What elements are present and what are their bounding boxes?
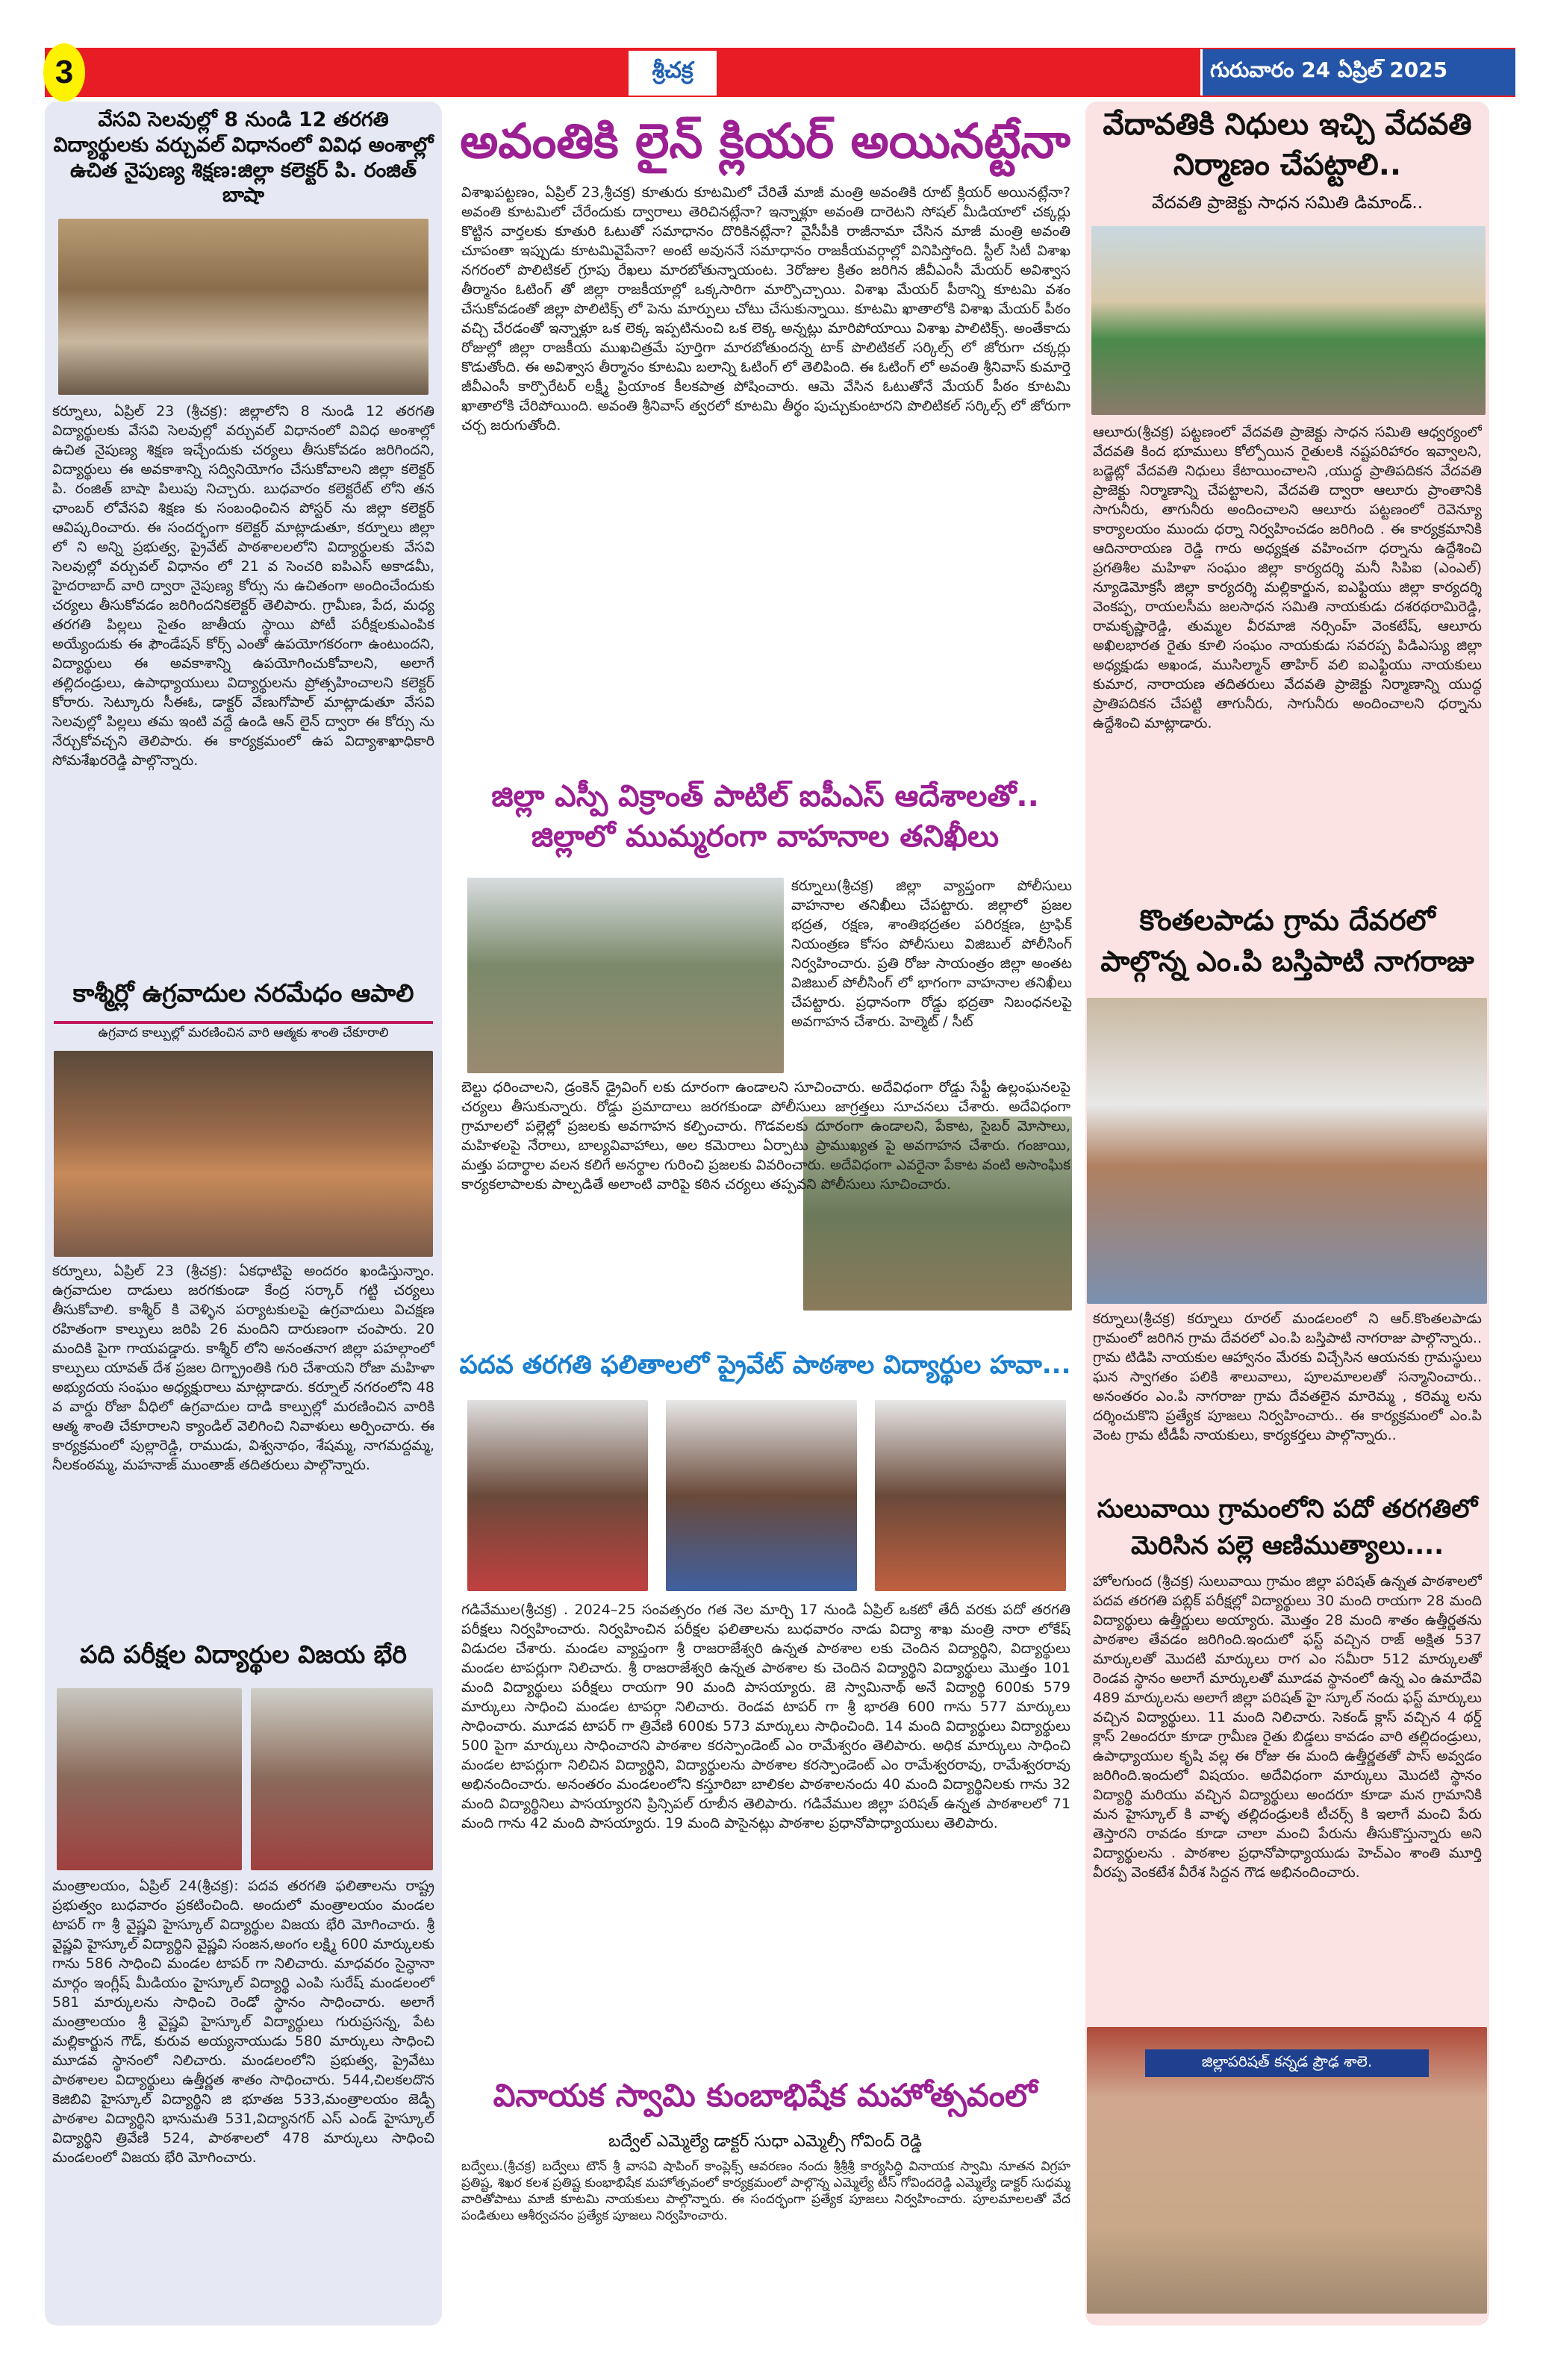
photo-student-1 bbox=[57, 1688, 242, 1870]
divider bbox=[54, 1021, 433, 1024]
subheadline-kashmir: ఉగ్రవాద కాల్పుల్లో మరణించిన వారి ఆత్మకు శాంతి చేకూరాలి bbox=[98, 1025, 389, 1040]
newspaper-logo: శ్రీచక్ర bbox=[629, 51, 717, 96]
headline-kontalapadu: కొంతలపాడు గ్రామ దేవరలో పాల్గొన్న ఎం.పి బస్తిపాటి నాగరాజు bbox=[1100, 904, 1474, 978]
photo-student-2 bbox=[251, 1688, 433, 1870]
article-body: కర్నూలు(శ్రీచక్ర) జిల్లా వ్యాప్తంగా పోలీసులు వాహనాల తనిఖీలు చేపట్టారు. జిల్లాలో ప్రజల భద్రత, రక్షణ, శాంతిభద్రతల పరిరక్షణ, ట్రాఫిక్ నియంత్రణ కోసం పోలీసులు విజిబుల్ పోలీసింగ్ నిర్వహించారు. ప్రతి రోజు సాయంత్రం జిల్లా అంతట విజిబుల్ పోలీసింగ్ లో భాగంగా వాహనాల తనిఖీలు చేపట్టారు. ప్రధానంగా రోడ్డు భద్రతా నిబంధనలపై అవగాహన చేశారు. హెల్మెట్ / సీట్ bbox=[791, 878, 1072, 1030]
subheadline-vedavathi: వేదవతి ప్రాజెక్టు సాధన సమితి డిమాండ్.. bbox=[1151, 193, 1423, 213]
headline-vehicle-checks: జిల్లా ఎస్పీ విక్రాంత్ పాటిల్ ఐపీఎస్ ఆదేశాలతో.. జిల్లాలో ముమ్మరంగా వాహనాల తనిఖీలు bbox=[491, 779, 1039, 854]
issue-date: గురువారం 24 ఏప్రిల్ 2025 bbox=[1200, 49, 1515, 96]
photo-school-students bbox=[1087, 2027, 1487, 2314]
photo-topper-2 bbox=[666, 1400, 857, 1591]
photo-candle-vigil bbox=[54, 1051, 433, 1257]
photo-dharna bbox=[1091, 226, 1486, 415]
headline-private-school: పదవ తరగతి ఫలితాలలో ప్రైవేట్ పాఠశాల విద్యార్థుల హవా... bbox=[459, 1350, 1071, 1380]
page-number-badge: 3 bbox=[43, 43, 85, 101]
article-body: కర్నూలు(శ్రీచక్ర) కర్నూలు రూరల్ మండలంలో ని ఆర్.కొంతలపాడు గ్రామంలో జరిగిన గ్రామ దేవరలో ఎం.పి బస్తిపాటి నాగరాజు పాల్గొన్నారు.. గ్రామ టిడిపి నాయకుల ఆహ్వానం మేరకు విచ్చేసిన ఆయనకు గ్రామస్థులు ఘన స్వాగతం పలికి శాలువాలు, పూలమాలలతో సన్మానించారు.. అనంతరం ఎం.పి నాగరాజు గ్రామ దేవతలైన మారెమ్మ , కరెమ్మ లను దర్శించుకొని ప్రత్యేక పూజలు నిర్వహించారు.. ఈ కార్యక్రమంలో ఎం.పి వెంట గ్రామ టీడీపీ నాయకులు, కార్యకర్తలు పాల్గొన్నారు.. bbox=[1093, 1311, 1482, 1443]
photo-collector-poster-launch bbox=[58, 219, 428, 395]
headline-virtual-training: వేసవి సెలవుల్లో 8 నుండి 12 తరగతి విద్యార్థులకు వర్చువల్ విధానంలో వివిధ అంశాల్లో ఉచిత నైపుణ్య శిక్షణ:జిల్లా కలెక్టర్ పి. రంజిత్ బాషా bbox=[53, 108, 434, 207]
headline-vedavathi: వేదావతికి నిధులు ఇచ్చి వేదవతి నిర్మాణం చేపట్టాలి.. bbox=[1103, 107, 1472, 182]
headline-suluvai: సులువాయి గ్రామంలోని పదో తరగతిలో మెరిసిన పల్లె ఆణిముత్యాలు.... bbox=[1097, 1494, 1478, 1561]
headline-tenth-results: పది పరీక్షల విద్యార్థుల విజయ భేరి bbox=[80, 1640, 407, 1669]
lead-headline: అవంతికి లైన్ క్లియర్ అయినట్టేనా bbox=[460, 114, 1070, 169]
article-body: మంత్రాలయం, ఏప్రిల్ 24(శ్రీచక్ర): పదవ తరగతి ఫలితాలను రాష్ట్ర ప్రభుత్వం బుధవారం ప్రకటించింది. అందులో మంత్రాలయం మండల టాపర్ గా శ్రీ వైష్ణవి హైస్కూల్ విద్యార్థుల విజయ భేరి మోగించారు. శ్రీ వైష్ణవి హైస్కూల్ విద్యార్థిని వైష్ణవి సంజన,అంగం లక్ష్మి 600 మార్కులకు గాను 586 సాధించి మండల టాపర్ గా నిలిచారు. మాధవరం సైన్ధానా మార్గం ఇంగ్లీష్ మీడియం హైస్కూల్ విద్యార్థి ఎంపి సురేష్ మండలంలో 581 మార్కులను సాధించి రెండో స్థానం సాధించారు. అలాగే మంత్రాలయం శ్రీ వైష్ణవి హైస్కూల్ విద్యార్థులు గురుప్రసన్న, పేట మల్లికార్జున గౌడ్, కురువ అయ్యనాయుడు 580 మార్కులు సాధించి మూడవ స్థానంలో నిలిచారు. మండలంలోని ప్రభుత్వ, ప్రైవేటు పాఠశాలల విద్యార్థులు ఉత్తీర్ణత శాతం సాధించారు. 544,చిలకలదొన కెజిబివి హైస్కూల్ విద్యార్థిని జి భూతజ 533,మంత్రాలయం జెడ్పీ పాఠశాల విద్యార్థిని భానుమతి 531,విద్యానగర్ ఎస్ ఎండ్ హైస్కూల్ విద్యార్థిని త్రివేణి 524, పాఠశాలలో 478 మార్కులు సాధించి మండలంలో విజయ భేరి మోగించారు. bbox=[52, 1878, 434, 2166]
byline: బద్వేల్ ఎమ్మెల్యే డాక్టర్ సుధా ఎమ్మెల్సీ గోవింద్ రెడ్డి bbox=[608, 2132, 923, 2151]
headline-vinayaka: వినాయక స్వామి కుంబాభిషేక మహోత్సవంలో bbox=[493, 2077, 1038, 2114]
school-signboard: జిల్లాపరిషత్ కన్నడ ప్రౌఢ శాలె. bbox=[1145, 2049, 1429, 2077]
article-body: హోలగుంద (శ్రీచక్ర) సులువాయి గ్రామం జిల్లా పరిషత్ ఉన్నత పాఠశాలలో పదవ తరగతి పబ్లిక్ పరీక్షల్లో విద్యార్థులు 30 మంది రాయగా 28 మంది విద్యార్థులు ఉత్తీర్ణులు అయ్యారు. మొత్తం 28 మంది శాతం ఉత్తీర్ణతను పాఠశాల తేవడం జరిగింది.ఇందులో ఫస్ట్ వచ్చిన రాజ్ అక్షిత 537 మార్కులతో మొదటి మార్కులు రాగ ఎం సమీరా 512 మార్కులతో రెండవ స్థానం అలాగే మార్కులతో మూడవ స్థానంలో ఉన్న ఎం ఉమాదేవి 489 మార్కులను అలాగే జిల్లా పరిషత్ హై స్కూల్ నందు ఫస్ట్ మార్కులు వచ్చిన విద్యార్థులు. 11 మంది నిలిచారు. సెకండ్ క్లాస్ వచ్చిన 4 థర్డ్ క్లాస్ 2అందరూ కూడా గ్రామీణ రైతు బిడ్డలు కావడం వారి తల్లిదండ్రులు, ఉపాధ్యాయుల కృషి వల్ల ఈ రోజు ఈ మంది ఉత్తీర్ణతతో పాస్ అవ్వడం జరిగింది.ఇందులో విషయం. అదేవిధంగా మార్కులు మొదటి స్థానం విద్యార్థి మరియు వచ్చిన విద్యార్థులు అందరూ కూడా మన గ్రామానికి మన హైస్కూల్ కి వాళ్ళ తల్లిదండ్రులకి టీచర్స్ కి ఇలాగే మంచి పేరు తెస్తారని రావడం కూడా చాలా మంచి పేరును తీసుకొస్తున్నారు అని విద్యార్థులను . పాఠశాల ప్రధానోపాధ్యాయుడు హెచ్ఎం శాంతి మూర్తి వీరప్ప వెంకటేశ వీరేశ సిద్దన గౌడ అభినందించారు. bbox=[1093, 1573, 1482, 1881]
article-body: కర్నూలు, ఏప్రిల్ 23 (శ్రీచక్ర): ఏకధాటిపై అందరం ఖండిస్తున్నాం. ఉగ్రవాదుల దాడులు జరగకుండా కేంద్ర సర్కార్ గట్టి చర్యలు తీసుకోవాలి. కాశ్మీర్ కి వెళ్ళిన పర్యాటకులపై ఉగ్రవాదులు విచక్షణ రహితంగా కాల్పులు జరిపి 26 మందిని దారుణంగా చంపారు. 20 మందికి పైగా గాయపడ్డారు. కాశ్మీర్ లోని అనంతనాగ జిల్లా పహల్గాంలో కాల్పులు యావత్ దేశ ప్రజల దిగ్భ్రాంతికి గురి చేశాయని రోజా మహిళా అభ్యుదయ సంఘం అధ్యక్షురాలు మాట్లాడారు. కర్నూల్ నగరంలోని 48 వ వార్డు రోజా వీధిలో ఉగ్రవాదుల దాడి కాల్పుల్లో మరణించిన వారికి ఆత్మ శాంతి చేకూరాలని క్యాండిల్ వెలిగించి నివాళులు అర్పించారు. ఈ కార్యక్రమంలో పుల్లారెడ్డి, రాముడు, విశ్వనాథం, శేషమ్మ, నాగమద్దమ్మ, నీలకంఠమ్మ, మహనాజ్ ముంతాజ్ తదితరులు పాల్గొన్నారు. bbox=[52, 1263, 434, 1473]
article-body: బద్వేలు.(శ్రీచక్ర) బద్వేలు టౌన్ శ్రీ వాసవి షాపింగ్ కాంప్లెక్స్ ఆవరణం నందు శ్రీశ్రీశ్రీ కార్యసిద్ధి వినాయక స్వామి నూతన విగ్రహ ప్రతిష్ట, శిఖర కలశ ప్రతిష్ట కుంభాభిషేక మహోత్సవంలో కార్యక్రమంలో పాల్గొన్న ఎమ్మెల్యే టీస్ గోవిందరెడ్డి ఎమ్మెల్యే డాక్టర్ సుధమ్మ వారితోపాటు మాజీ కూటమి నాయకులు పాల్గొన్నారు. ఈ సందర్భంగా ప్రత్యేక పూజలు నిర్వహించారు. పూలమాలలతో వేద పండితులు ఆశీర్వచనం ప్రత్యేక పూజలు నిర్వహించారు. bbox=[461, 2159, 1070, 2223]
photo-police-awareness bbox=[467, 878, 784, 1073]
photo-topper-1 bbox=[467, 1400, 648, 1591]
article-body: బెల్టు ధరించాలని, డ్రంకెన్ డ్రైవింగ్ లకు దూరంగా ఉండాలని సూచించారు. అదేవిధంగా రోడ్డు సేఫ్టీ ఉల్లంఘనలపై చర్యలు తీసుకున్నారు. రోడ్డు ప్రమాదాలు జరగకుండా పోలీసులు జాగ్రత్తలు సూచనలు చేశారు. అదేవిధంగా గ్రామాలలో పల్లెల్లో ప్రజలకు అవగాహన కల్పించారు. గొడవలకు దూరంగా ఉండాలని, పేకాట, సైబర్ మోసాలు, మహిళలపై నేరాలు, బాల్యవివాహాలు, అల కమెరాలు ఏర్పాటు ప్రాముఖ్యత పై అవగాహన చేశారు. గంజాయి, మత్తు పదార్థాల వలన కలిగే అనర్థాల గురించి ప్రజలకు వివరించారు. అదేవిధంగా ఎవరైనా పేకాట వంటి అసాంఘిక కార్యకలాపాలకు పాల్పడితే అలాంటి వారిపై కఠిన చర్యలు తప్పవని పోలీసులు సూచించారు. bbox=[461, 1079, 1070, 1193]
photo-topper-3 bbox=[875, 1400, 1066, 1591]
lead-article-body: విశాఖపట్టణం, ఏప్రిల్ 23,శ్రీచక్ర) కూతురు కూటమిలో చేరితే మాజీ మంత్రి అవంతికి రూట్ క్లియర్ అయినట్లేనా? అవంతి కూటమిలో చేరేందుకు ద్వారాలు తెరిచినట్లేనా? ఇన్నాళ్లూ అవంతి దారెటని సోషల్ మీడియాలో చక్కర్లు కొట్టిన వార్తలకు కూతురి ఓటుతో సమాధానం దొరికినట్లేనా? వైసీపీకి రాజీనామా చేసిన మాజీ మంత్రి అవంతి చూపంతా ఇప్పుడు కూటమివైపేనా? అంటే అవుననే సమాధానం రాజకీయవర్గాల్లో వినిపిస్తోంది. స్టీల్ సిటీ విశాఖ నగరంలో పొలిటికల్ గ్రూపు రేఖలు మారబోతున్నాయంట. 3రోజుల క్రితం జరిగిన జీవీఎంసీ మేయర్ అవిశ్వాస తీర్మానం ఓటింగ్ తో జిల్లా రాజకీయాల్లో ఒక్కసారిగా మార్పొచ్చాయి. విశాఖ మేయర్ పీఠాన్ని కూటమి వశం చేసుకోవడంతో జిల్లా పొలిటిక్స్ లో పెను మార్పులు చోటు చేసుకున్నాయి. కూటమి ఖాతాలోకి విశాఖ మేయర్ పీఠం వచ్చి చేరడంతో ఇన్నాళ్లూ ఒక లెక్క ఇప్పటినుంచి ఒక లెక్క అన్నట్లు మారిపోయాయి విశాఖ పాలిటిక్స్. అంతేకాదు రోజుల్లో జిల్లా రాజకీయ ముఖచిత్రమే పూర్తిగా మారబోతుందన్న టాక్ పొలిటికల్ సర్కిల్స్ లో జోరుగా చక్కర్లు కొడుతోంది. ఈ అవిశ్వాస తీర్మానం కూటమి బలాన్ని ఓటింగ్ లో తెలిపింది. ఈ ఓటింగ్ లో అవంతి శ్రీనివాస్ కుమార్తె జీవీఎంసీ కార్పొరేటర్ లక్ష్మీ ప్రియాంక కీలకపాత్ర పోషించారు. ఆమె వేసిన ఓటుతోనే మేయర్ పీఠం కూటమి ఖాతాలోకి చేరిపోయింది. అవంతి శ్రీనివాస్ త్వరలో కూటమి తీర్థం పుచ్చుకుంటారని పొలిటికల్ సర్కిల్స్ లో జోరుగా చర్చ జరుగుతోంది. bbox=[461, 184, 1070, 434]
article-body: గడివేముల(శ్రీచక్ర) . 2024–25 సంవత్సరం గత నెల మార్చి 17 నుండి ఏప్రిల్ ఒకటో తేదీ వరకు పదో తరగతి పరీక్షలు నిర్వహించారు. నిర్వహించిన పరీక్షల ఫలితాలను బుధవారం నాడు విద్యా శాఖ మంత్రి నారా లోకేష్ విడుదల చేశారు. మండల వ్యాప్తంగా శ్రీ రాజరాజేశ్వరి ఉన్నత పాఠశాల లకు చెందిన విద్యార్థిని, విద్యార్థులు మండల టాపర్లుగా నిలిచారు. శ్రీ రాజరాజేశ్వరి ఉన్నత పాఠశాల కు చెందిన విద్యార్థిని విద్యార్థులు మొత్తం 101 మంది విద్యార్థులు పరీక్షలు రాయగా 90 మంది పాసయ్యారు. జె స్వామినాథ్ అనే విద్యార్థి 600కు 579 మార్కులు సాధించి మండల టాపర్గా నిలిచారు. రెండవ టాపర్ గా శ్రీ భారతి 600 గాను 577 మార్కులు సాధించారు. మూడవ టాపర్ గా త్రివేణి 600కు 573 మార్కులు సాధించింది. 14 మంది విద్యార్థులు విద్యార్థులు 500 పైగా మార్కులు సాధించారని పాఠశాల కరస్పాండెంట్ ఎం రామేశ్వరం తెలిపారు. అధిక మార్కులు సాధించి మండల టాపర్లుగా నిలిచిన విద్యార్థిని, విద్యార్థులను పాఠశాల కరస్పాండెంట్ ఎం రామేశ్వరరావు, రామేశ్వరరావు అభినందించారు. అనంతరం మండలంలోని కస్తూరిబా బాలికల పాఠశాలనందు 40 మంది విద్యార్థినిలకు గాను 32 మంది విద్యార్థినిలు పాసయ్యారని ప్రిన్సిపల్ రూబీన తెలిపారు. గడివేముల జిల్లా పరిషత్ ఉన్నత పాఠశాలలో 71 మంది గాను 42 మంది పాసయ్యారు. 19 మంది పాసైనట్లు పాఠశాల ప్రధానోపాధ్యాయులు తెలిపారు. bbox=[461, 1602, 1070, 1831]
photo-mp-nagaraju bbox=[1087, 998, 1487, 1304]
headline-kashmir: కాశ్మీర్లో ఉగ్రవాదుల నరమేధం ఆపాలి bbox=[72, 978, 414, 1008]
article-body: కర్నూలు, ఏప్రిల్ 23 (శ్రీచక్ర): జిల్లాలోని 8 నుండి 12 తరగతి విద్యార్థులకు వేసవి సెలవుల్లో వర్చువల్ విధానంలో వివిధ అంశాల్లో ఉచిత నైపుణ్య శిక్షణ ఇచ్చేందుకు చర్యలు తీసుకోవడం జరిగిందని, విద్యార్థులు ఈ అవకాశాన్ని సద్వినియోగం చేసుకోవాలని జిల్లా కలెక్టర్ పి. రంజిత్ బాషా పిలుపు నిచ్చారు. బుధవారం కలెక్టరేట్ లోని తన ఛాంబర్ లోవేసవి శిక్షణ కు సంబంధించిన పోస్టర్ ను జిల్లా కలెక్టర్ ఆవిష్కరించారు. ఈ సందర్భంగా కలెక్టర్ మాట్లాడుతూ, కర్నూలు జిల్లా లో ని అన్ని ప్రభుత్వ, ప్రైవేట్ పాఠశాలలలోని విద్యార్థులకు వేసవి సెలవుల్లో వర్చువల్ విధానం లో 21 వ సెంచరి ఐపిఎస్ అకాడమీ, హైదరాబాద్ వారి ద్వారా నైపుణ్య కోర్సు ను ఉచితంగా అందించేందుకు చర్యలు తీసుకోవడం జరిగిందనికలెక్టర్ తెలిపారు. గ్రామీణ, పేద, మధ్య తరగతి పిల్లలు సైతం జాతీయ స్థాయి పోటీ పరీక్షలకుఎంపిక అయ్యేందుకు ఈ ఫౌండేషన్ కోర్స్ ఎంతో ఉపయోగకరంగా ఉంటుందని, విద్యార్థులు ఈ అవకాశాన్ని ఉపయోగించుకోవాలని, అలాగే తల్లిదండ్రులు, ఉపాధ్యాయులు విద్యార్థులను ప్రోత్సహించాలని కలెక్టర్ కోరారు. సెట్కూరు సీఈఓ, డాక్టర్ వేణుగోపాల్ మాట్లాడుతూ వేసవి సెలవుల్లో పిల్లలు తమ ఇంటి వద్దే ఉండి ఆన్ లైన్ ద్వారా ఈ కోర్సు ను నేర్చుకోవచ్చని తెలిపారు. ఈ కార్యక్రమంలో ఉప విద్యాశాఖాధికారి సోమశేఖరరెడ్డి పాల్గొన్నారు. bbox=[52, 403, 434, 769]
article-body: ఆలూరు(శ్రీచక్ర) పట్టణంలో వేదవతి ప్రాజెక్టు సాధన సమితి ఆధ్వర్యంలో వేదవతి కింద భూములు కోల్పోయిన రైతులకి నష్టపరిహారం ఇవ్వాలని, బడ్జెట్లో వేదవతి నిధులు కేటాయించాలని ,యుద్ధ ప్రాతిపదికన వేదవతి ప్రాజెక్టు నిర్మాణాన్ని చేపట్టాలని, వేదవతి ద్వారా ఆలూరు ప్రాంతానికి సాగునీరు, తాగునీరు అందించాలని ఆలూరు పట్టణంలో రెవెన్యూ కార్యాలయం ముందు ధర్నా నిర్వహించడం జరిగింది . ఈ కార్యక్రమానికి ఆదినారాయణ రెడ్డి గారు అధ్యక్షత వహించగా ధర్నాను ఉద్దేశించి ప్రగతిశీల మహిళా సంఘం జిల్లా కార్యదర్శి మనీ సిపిఐ (ఎంఎల్) న్యూడెమోక్రసీ జిల్లా కార్యదర్శి మల్లికార్జున, ఐఎఫ్టియు జిల్లా కార్యదర్శి వెంకప్ప, రాయలసీమ జలసాధన సమితి నాయకుడు దశరథరామిరెడ్డి, రామకృష్ణారెడ్డి, తుమ్మల వీరమాజి నర్సింహ్ వెంకటేష్, ఆలూరు అఖిలభారత రైతు కూలి సంఘం నాయకుడు సవరప్ప పిడిఎస్యు జిల్లా అధ్యక్షుడు అఖండ, ముసిల్మాన్ తాహిర్ వలి ఐఎఫ్టియు నాయకులు కుమార, నారాయణ తదితరులు వేదవతి ప్రాజెక్టు నిర్మాణాన్ని యుద్ధ ప్రాతిపదికన చేపట్టి తాగునీరు, సాగునీరు అందించాలని ధర్నాను ఉద్దేశించి మాట్లాడారు. bbox=[1093, 424, 1482, 731]
